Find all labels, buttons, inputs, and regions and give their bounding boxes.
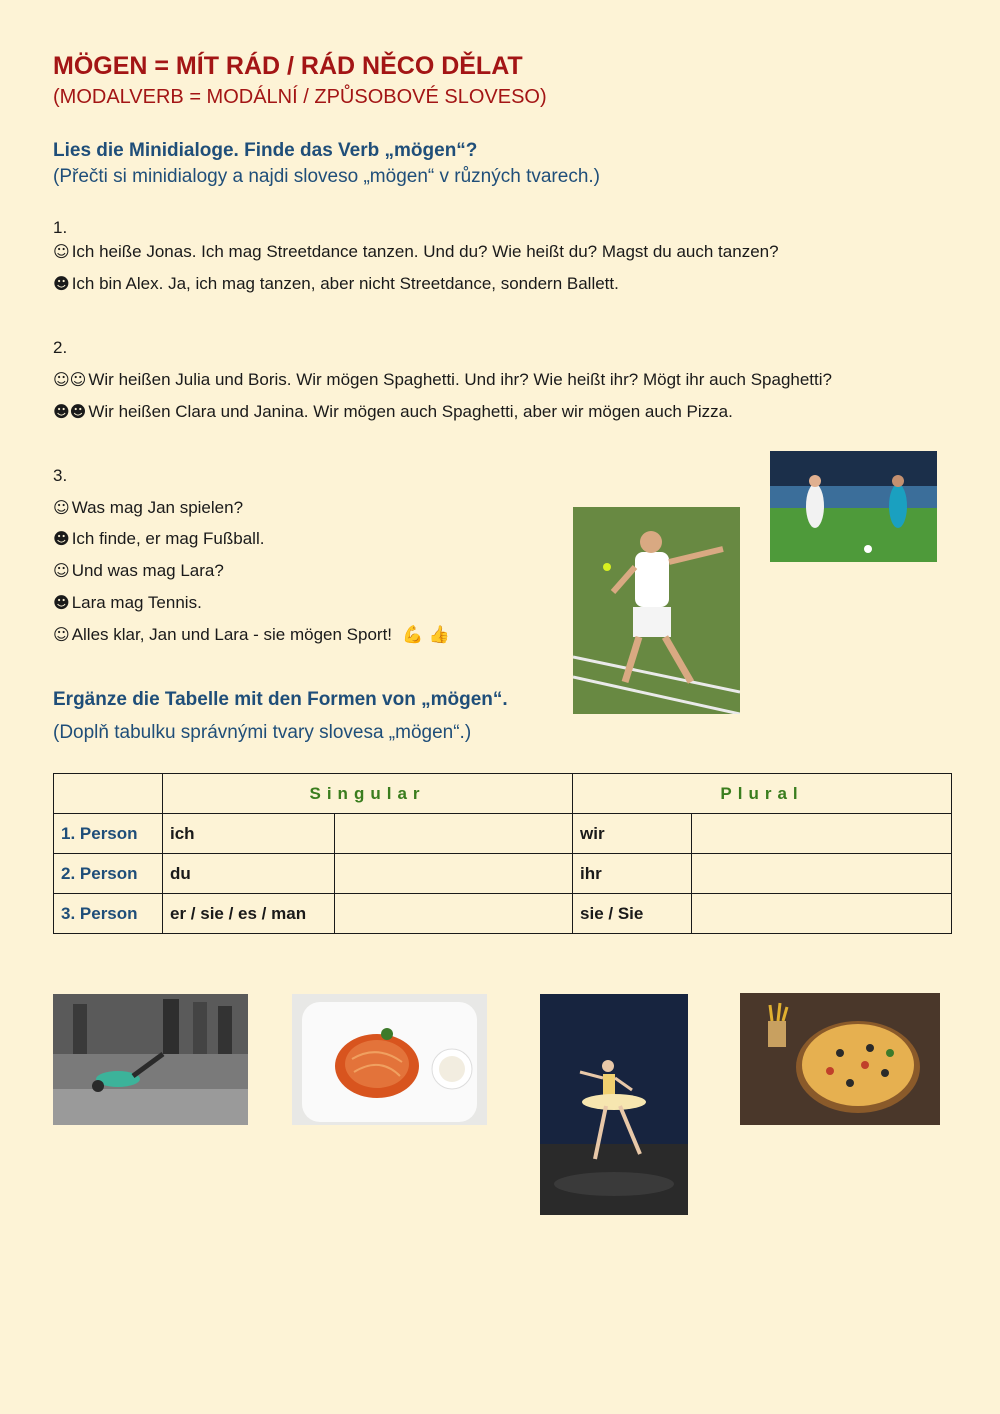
plural-pronoun: sie / Sie	[573, 894, 692, 934]
task1-heading: Lies die Minidialoge. Finde das Verb „mögen“?	[53, 140, 478, 161]
person-label: 3. Person	[54, 894, 163, 934]
dialogue-line	[53, 242, 779, 262]
smiley-icon: ☺☺	[53, 370, 87, 389]
singular-pronoun: ich	[163, 814, 335, 854]
football-photo	[770, 451, 937, 562]
page-title: MÖGEN = MÍT RÁD / RÁD NĚCO DĚLAT	[53, 52, 523, 80]
dialogue-text: Ich bin Alex. Ja, ich mag tanzen, aber nicht Streetdance, sondern Ballett.	[71, 274, 619, 293]
plural-form-blank[interactable]	[692, 854, 952, 894]
task2-heading: Ergänze die Tabelle mit den Formen von „mögen“.	[53, 689, 508, 710]
plural-header: Plural	[573, 774, 952, 814]
table-header-row	[54, 774, 952, 814]
dialogue-text: Lara mag Tennis.	[71, 593, 202, 612]
smiley-icon: ☻	[53, 274, 70, 293]
table-row	[54, 814, 952, 854]
dialogue-text: Alles klar, Jan und Lara - sie mögen Sport!	[71, 625, 393, 644]
smiley-icon: ☺	[53, 561, 70, 580]
dialogue-line	[53, 402, 733, 422]
smiley-icon: ☻	[53, 593, 70, 612]
singular-form-blank[interactable]	[335, 894, 573, 934]
plural-pronoun: ihr	[573, 854, 692, 894]
smiley-icon: ☺	[53, 498, 70, 517]
singular-form-blank[interactable]	[335, 854, 573, 894]
dialogue-text: Ich finde, er mag Fußball.	[71, 529, 265, 548]
tennis-photo	[573, 507, 740, 714]
table-corner-cell	[54, 774, 163, 814]
singular-pronoun: du	[163, 854, 335, 894]
dialogue-line	[53, 498, 243, 518]
verb-table	[53, 773, 952, 934]
table-row	[54, 854, 952, 894]
spaghetti-photo	[292, 994, 487, 1125]
plural-form-blank[interactable]	[692, 814, 952, 854]
dialogue-text: Was mag Jan spielen?	[71, 498, 244, 517]
dialogue-line	[53, 370, 832, 390]
task1-translation: (Přečti si minidialogy a najdi sloveso „mögen“ v různých tvarech.)	[53, 166, 600, 187]
dialogue-text: Und was mag Lara?	[71, 561, 224, 580]
person-label: 2. Person	[54, 854, 163, 894]
smiley-icon: ☻☻	[53, 402, 87, 421]
page-subtitle: (MODALVERB = MODÁLNÍ / ZPŮSOBOVÉ SLOVESO)	[53, 86, 547, 108]
dialogue-text: Wir heißen Julia und Boris. Wir mögen Spaghetti. Und ihr? Wie heißt ihr? Mögt ihr auch Spaghetti?	[88, 370, 832, 389]
dialogue-text: Wir heißen Clara und Janina. Wir mögen auch Spaghetti, aber wir mögen auch Pizza.	[88, 402, 733, 421]
plural-form-blank[interactable]	[692, 894, 952, 934]
smiley-icon: ☻	[53, 529, 70, 548]
plural-pronoun: wir	[573, 814, 692, 854]
table-row	[54, 894, 952, 934]
streetdance-photo	[53, 994, 248, 1125]
smiley-icon: ☺	[53, 242, 70, 261]
muscle-thumbs-up-icon: 💪 👍	[402, 625, 450, 645]
dialogue-line	[53, 274, 619, 294]
dialogue-line	[53, 625, 450, 645]
smiley-icon: ☺	[53, 625, 70, 644]
dialogue-number: 1.	[53, 218, 68, 237]
person-label: 1. Person	[54, 814, 163, 854]
dialogue-number: 2.	[53, 338, 68, 357]
dialogue-text: Ich heiße Jonas. Ich mag Streetdance tanzen. Und du? Wie heißt du? Magst du auch tanzen?	[71, 242, 779, 261]
dialogue-line	[53, 593, 202, 613]
singular-pronoun: er / sie / es / man	[163, 894, 335, 934]
singular-header: Singular	[163, 774, 573, 814]
task2-translation: (Doplň tabulku správnými tvary slovesa „mögen“.)	[53, 722, 472, 743]
dialogue-number: 3.	[53, 466, 68, 485]
dialogue-line	[53, 529, 264, 549]
pizza-photo	[740, 993, 940, 1125]
dialogue-line	[53, 561, 224, 581]
ballet-photo	[540, 994, 688, 1215]
singular-form-blank[interactable]	[335, 814, 573, 854]
